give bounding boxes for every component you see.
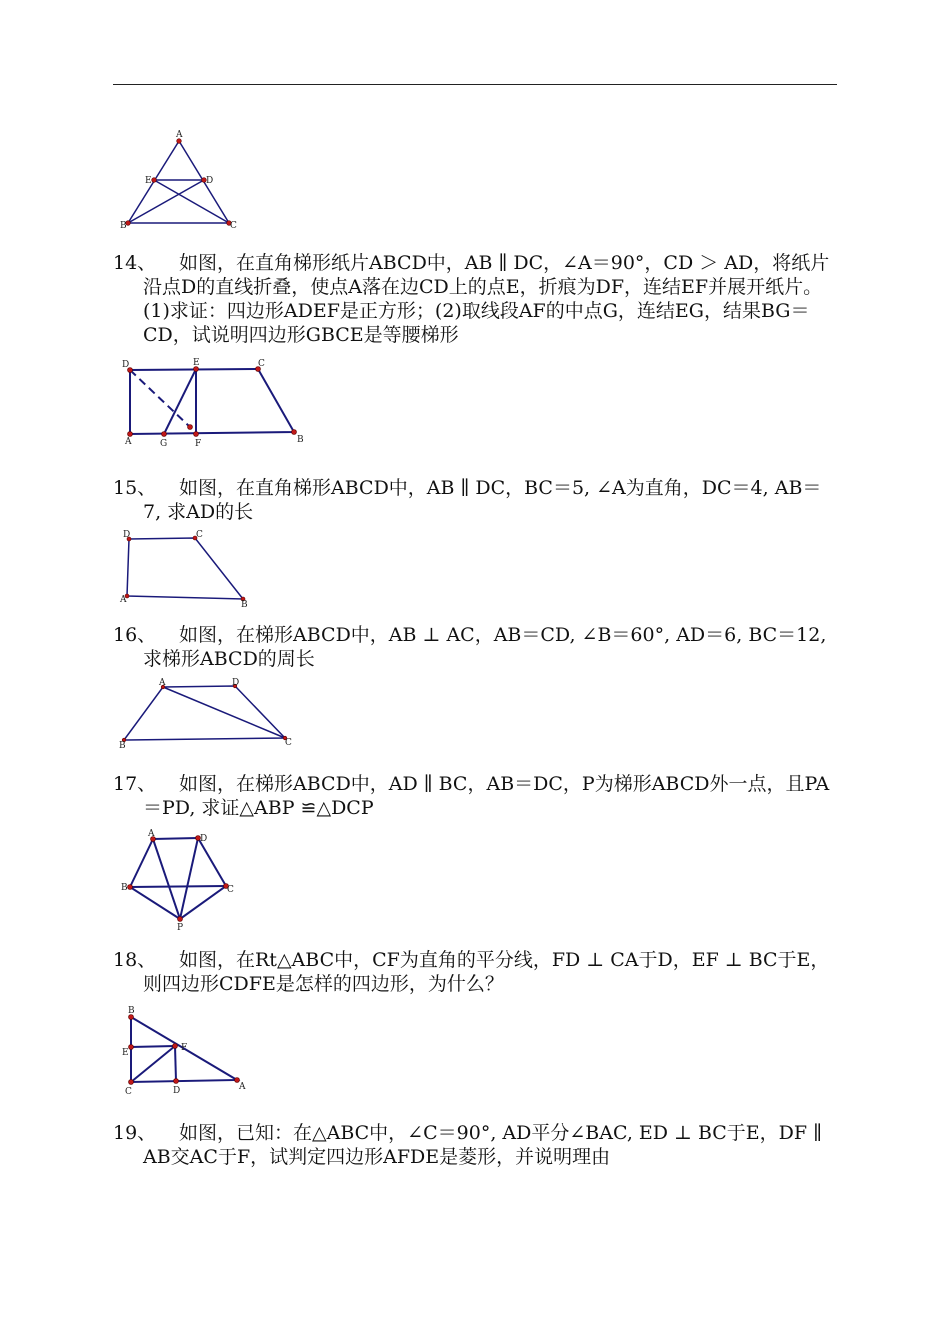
figure-17 <box>118 826 243 934</box>
label-E: E <box>145 176 152 186</box>
label-C: C <box>196 530 203 540</box>
problem-number: 17、 <box>113 773 157 795</box>
label-C: C <box>258 359 265 369</box>
label-C: C <box>285 738 292 748</box>
figure-15 <box>118 528 258 610</box>
label-C: C <box>125 1087 132 1097</box>
label-E: E <box>122 1048 129 1058</box>
label-D: D <box>206 176 214 186</box>
label-B: B <box>121 883 128 893</box>
label-D: D <box>200 834 208 844</box>
header-rule <box>113 84 837 85</box>
figure-16 <box>118 677 298 749</box>
label-D: D <box>122 360 130 370</box>
label-F: F <box>195 439 202 449</box>
problem-text: 如图，已知：在△ABC中，∠C＝90°, AD平分∠BAC, ED ⊥ BC于E，DF ∥ AB交AC于F，试判定四边形AFDE是菱形，并说明理由 <box>143 1122 822 1168</box>
label-E: E <box>193 358 200 368</box>
label-B: B <box>241 600 248 610</box>
label-P: P <box>177 923 184 933</box>
label-B: B <box>297 435 304 445</box>
label-G: G <box>160 439 168 449</box>
label-D: D <box>173 1086 181 1096</box>
figure-13 <box>118 128 248 232</box>
problem-text: 如图，在梯形ABCD中，AD ∥ BC，AB＝DC，P为梯形ABCD外一点，且PA＝PD, 求证△ABP ≌△DCP <box>143 773 830 819</box>
label-A: A <box>120 595 127 605</box>
problem-number: 19、 <box>113 1122 157 1144</box>
label-A: A <box>176 130 183 140</box>
problem-number: 14、 <box>113 252 157 274</box>
problem-number: 16、 <box>113 624 157 646</box>
problem-text: 如图，在直角梯形ABCD中，AB ∥ DC，BC＝5, ∠A为直角，DC＝4, AB＝7, 求AD的长 <box>143 477 822 523</box>
problem-number: 15、 <box>113 477 157 499</box>
label-A: A <box>125 437 132 447</box>
label-B: B <box>120 221 127 231</box>
label-A: A <box>239 1082 246 1092</box>
problem-18 <box>113 948 838 996</box>
label-B: B <box>119 741 126 751</box>
label-C: C <box>230 221 237 231</box>
problem-19 <box>113 1121 838 1169</box>
problem-17 <box>113 772 838 820</box>
label-B: B <box>128 1006 135 1016</box>
problem-16 <box>113 623 838 671</box>
figure-14 <box>118 357 313 447</box>
label-F: F <box>181 1043 188 1053</box>
problem-text: 如图，在梯形ABCD中，AB ⊥ AC，AB＝CD, ∠B＝60°, AD＝6, BC＝12, 求梯形ABCD的周长 <box>143 624 827 670</box>
problem-number: 18、 <box>113 949 157 971</box>
problem-14 <box>113 251 838 347</box>
problem-15 <box>113 476 838 524</box>
label-D: D <box>232 678 240 688</box>
label-D: D <box>123 530 131 540</box>
figure-18 <box>118 1003 258 1095</box>
label-C: C <box>227 885 234 895</box>
problem-text: 如图，在Rt△ABC中，CF为直角的平分线，FD ⊥ CA于D，EF ⊥ BC于E，则四边形CDFE是怎样的四边形，为什么？ <box>143 949 830 995</box>
label-A: A <box>159 678 166 688</box>
problem-text: 如图，在直角梯形纸片ABCD中，AB ∥ DC，∠A＝90°，CD ＞ AD，将纸片沿点D的直线折叠，使点A落在边CD上的点E，折痕为DF，连结EF并展开纸片。(1)求证：四边形ADEF是正方形；(2)取线段AF的中点G，连结EG，结果BG＝CD，试说明四边形GBCE是等腰梯形 <box>143 252 830 346</box>
label-A: A <box>148 829 155 839</box>
